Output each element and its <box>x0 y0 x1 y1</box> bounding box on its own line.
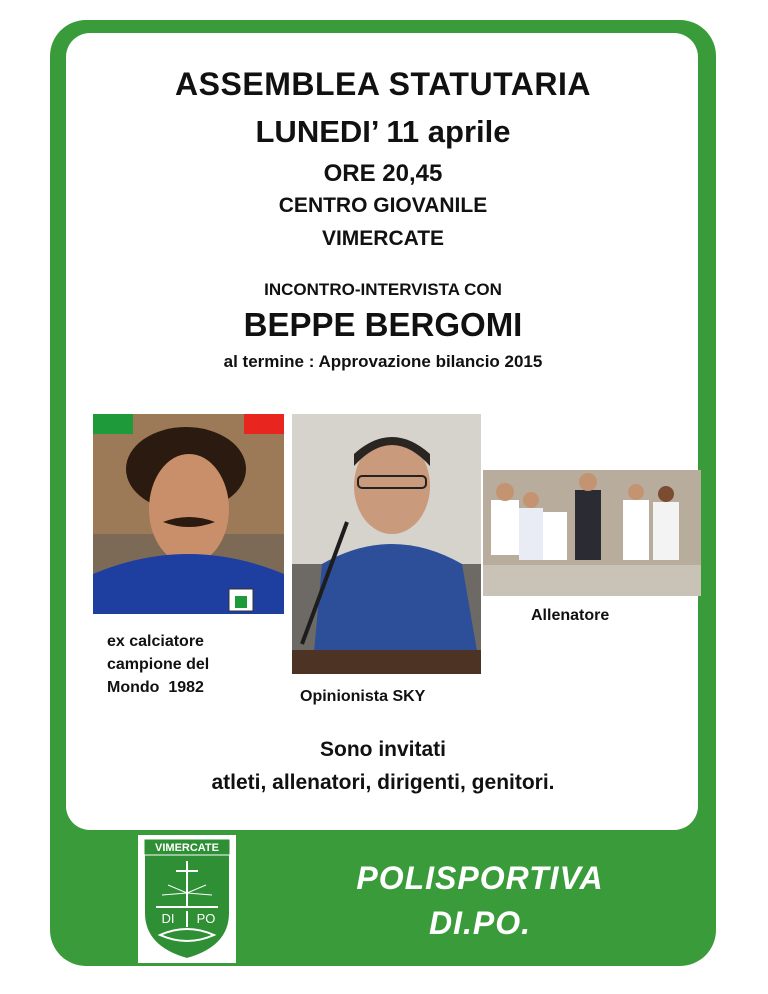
invite-line-2: atleti, allenatori, dirigenti, genitori. <box>211 771 555 794</box>
venue-line-1: CENTRO GIOVANILE <box>278 194 488 217</box>
agenda-text: al termine : Approvazione bilancio 2015 <box>223 352 543 371</box>
org-name-line-2: DI.PO. <box>428 905 531 941</box>
caption-player <box>107 630 209 699</box>
caption-player-line-1: ex calciatore <box>107 633 204 650</box>
svg-text:DI: DI <box>161 911 175 926</box>
poster-title: ASSEMBLEA STATUTARIA <box>175 66 591 102</box>
org-name-line-1: POLISPORTIVA <box>356 860 604 896</box>
intro-text: INCONTRO-INTERVISTA CON <box>264 280 502 299</box>
svg-text:VIMERCATE: VIMERCATE <box>155 842 219 854</box>
photo-bergomi-pundit <box>292 414 481 674</box>
photo-bergomi-player <box>93 414 284 614</box>
event-date: LUNEDI’ 11 aprile <box>255 114 511 149</box>
club-logo <box>138 835 236 963</box>
venue-line-2: VIMERCATE <box>321 227 445 250</box>
caption-player-line-3: Mondo 1982 <box>107 679 204 696</box>
photo-coach-team <box>483 470 701 596</box>
caption-coach: Allenatore <box>531 607 610 624</box>
invite-line-1: Sono invitati <box>320 738 446 761</box>
guest-name: BEPPE BERGOMI <box>243 306 523 343</box>
svg-text:PO: PO <box>196 911 216 926</box>
caption-pundit: Opinionista SKY <box>300 688 426 705</box>
event-time: ORE 20,45 <box>323 160 443 187</box>
caption-player-line-2: campione del <box>107 656 210 673</box>
